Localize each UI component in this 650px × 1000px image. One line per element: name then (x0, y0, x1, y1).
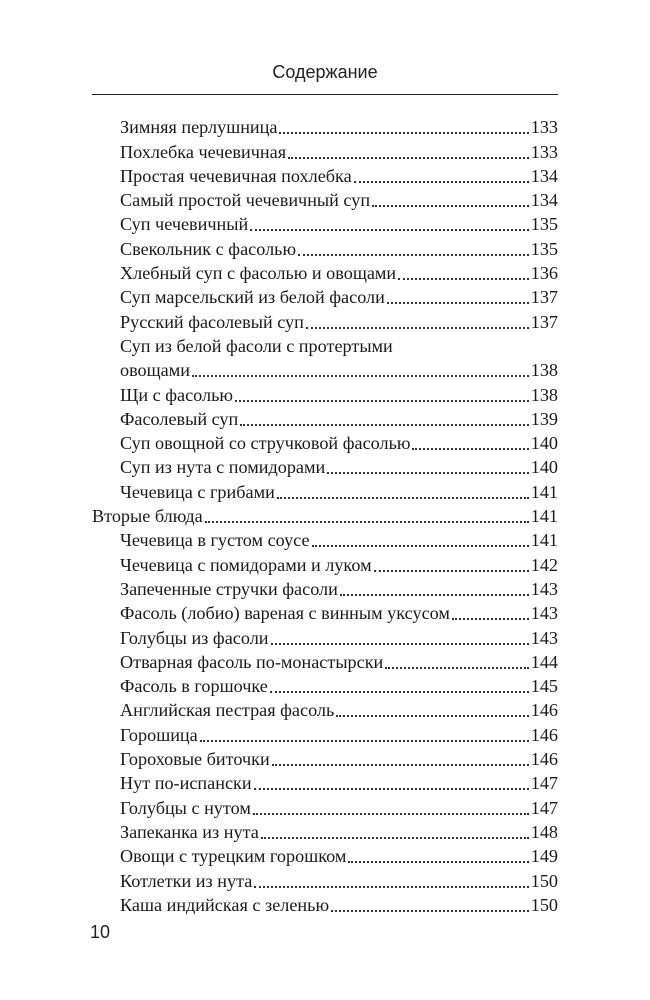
toc-entry-page: 139 (530, 408, 558, 429)
dot-leader (205, 521, 529, 523)
toc-entry[interactable] (92, 795, 558, 819)
dot-leader (372, 205, 529, 207)
toc-entry-title: Щи с фасолью (120, 384, 233, 405)
toc-entry-title: Простая чечевичная похлебка (120, 165, 352, 186)
toc-entry-title: Хлебный суп с фасолью и овощами (120, 263, 397, 284)
dot-leader (277, 497, 529, 499)
toc-entry-page: 138 (530, 384, 558, 405)
toc-entry[interactable] (92, 309, 558, 333)
dot-leader (271, 643, 529, 645)
toc-entry-title: Суп марсельский из белой фасоли (120, 287, 385, 308)
toc-entry-page: 136 (530, 263, 558, 284)
toc-entry-title: Нут по-испански (120, 773, 252, 794)
toc-entry-page: 140 (530, 457, 558, 478)
dot-leader (398, 278, 529, 280)
dot-leader (279, 132, 528, 134)
dot-leader (298, 254, 529, 256)
dot-leader (354, 181, 529, 183)
toc-entry-page: 138 (530, 360, 558, 381)
toc-entry-title: Запеченные стручки фасоли (120, 578, 338, 599)
toc-entry[interactable] (92, 674, 558, 698)
dot-leader (306, 327, 529, 329)
toc-entry-page: 146 (530, 724, 558, 745)
dot-leader (385, 667, 528, 669)
toc-entry-page: 135 (530, 238, 558, 259)
toc-entry-title: Чечевица с помидорами и луком (120, 554, 372, 575)
toc-entry[interactable] (92, 625, 558, 649)
dot-leader (254, 788, 529, 790)
header-rule (92, 94, 558, 95)
toc-entry[interactable] (92, 431, 558, 455)
dot-leader (340, 594, 529, 596)
toc-entry-title: Фасолевый суп (120, 408, 239, 429)
toc-entry-title: Фасоль (лобио) вареная с винным уксусом (120, 603, 450, 624)
toc-entry[interactable] (92, 358, 558, 382)
toc-entry[interactable] (92, 115, 558, 139)
toc-entry[interactable] (92, 747, 558, 771)
toc-entry-title: Голубцы из фасоли (120, 627, 269, 648)
toc-entry-page: 144 (530, 651, 558, 672)
toc-entry[interactable] (92, 650, 558, 674)
toc-entry[interactable] (92, 479, 558, 503)
toc-entry-title: Горошица (120, 724, 198, 745)
toc-entry[interactable] (92, 261, 558, 285)
toc-entry-page: 149 (530, 846, 558, 867)
toc-entry-page: 137 (530, 287, 558, 308)
toc-entry[interactable] (92, 868, 558, 892)
dot-leader (254, 886, 528, 888)
dot-leader (240, 424, 528, 426)
running-header: Содержание (272, 62, 378, 82)
dot-leader (374, 570, 529, 572)
toc-entry-title: Английская пестрая фасоль (120, 700, 335, 721)
toc-entry-page: 140 (530, 433, 558, 454)
dot-leader (412, 448, 528, 450)
dot-leader (270, 691, 529, 693)
toc-entry[interactable] (92, 601, 558, 625)
toc-entry-page: 147 (530, 797, 558, 818)
table-of-contents (92, 115, 558, 917)
dot-leader (452, 618, 529, 620)
dot-leader (312, 545, 529, 547)
toc-entry[interactable] (92, 334, 558, 358)
toc-entry-title: Суп овощной со стручковой фасолью (120, 433, 411, 454)
dot-leader (253, 813, 529, 815)
toc-entry-page: 147 (530, 773, 558, 794)
dot-leader (331, 910, 529, 912)
toc-entry-page: 133 (530, 117, 558, 138)
toc-entry-page: 142 (530, 554, 558, 575)
dot-leader (336, 715, 528, 717)
toc-entry-page: 141 (530, 506, 558, 527)
toc-entry-page: 133 (530, 141, 558, 162)
toc-entry-title: Гороховые биточки (120, 749, 270, 770)
toc-entry[interactable] (92, 407, 558, 431)
toc-entry-page: 137 (530, 311, 558, 332)
toc-entry[interactable] (92, 577, 558, 601)
dot-leader (348, 861, 528, 863)
toc-entry-title: Суп из нута с помидорами (120, 457, 326, 478)
toc-entry[interactable] (92, 820, 558, 844)
toc-entry-page: 148 (530, 821, 558, 842)
dot-leader (200, 740, 529, 742)
toc-section-entry[interactable] (92, 504, 558, 528)
dot-leader (272, 764, 529, 766)
toc-entry-page: 143 (530, 578, 558, 599)
toc-entry-page: 143 (530, 627, 558, 648)
toc-entry-title: Суп из белой фасоли с протертыми (120, 335, 393, 356)
toc-entry[interactable] (92, 382, 558, 406)
toc-entry[interactable] (92, 528, 558, 552)
toc-entry[interactable] (92, 698, 558, 722)
toc-entry-title: Каша индийская с зеленью (120, 894, 330, 915)
toc-entry-title: Зимняя перлушница (120, 117, 278, 138)
page-number: 10 (90, 922, 111, 942)
toc-entry-title: Русский фасолевый суп (120, 311, 304, 332)
toc-entry-title: Самый простой чечевичный суп (120, 190, 371, 211)
toc-entry-title: Вторые блюда (92, 506, 203, 527)
toc-entry[interactable] (92, 893, 558, 917)
toc-entry-page: 146 (530, 700, 558, 721)
toc-entry[interactable] (92, 771, 558, 795)
dot-leader (288, 157, 529, 159)
toc-entry-title: Отварная фасоль по-монастырски (120, 651, 384, 672)
toc-entry-title: Чечевица в густом соусе (120, 530, 310, 551)
toc-entry[interactable] (92, 139, 558, 163)
toc-entry-title: Свекольник с фасолью (120, 238, 297, 259)
toc-entry[interactable] (92, 188, 558, 212)
toc-entry-title: Суп чечевичный (120, 214, 249, 235)
toc-entry[interactable] (92, 722, 558, 746)
toc-entry[interactable] (92, 164, 558, 188)
toc-entry-title: Похлебка чечевичная (120, 141, 287, 162)
toc-entry-title: Котлетки из нута (120, 870, 253, 891)
dot-leader (192, 375, 529, 377)
toc-entry[interactable] (92, 455, 558, 479)
toc-entry-title: овощами (120, 360, 190, 381)
toc-entry[interactable] (92, 236, 558, 260)
toc-entry-page: 135 (530, 214, 558, 235)
toc-entry[interactable] (92, 212, 558, 236)
dot-leader (261, 837, 529, 839)
dot-leader (327, 472, 528, 474)
toc-entry-page: 146 (530, 749, 558, 770)
toc-entry-page: 134 (530, 190, 558, 211)
toc-entry[interactable] (92, 552, 558, 576)
toc-entry[interactable] (92, 285, 558, 309)
toc-entry-page: 150 (530, 870, 558, 891)
toc-entry-page: 145 (530, 676, 558, 697)
toc-entry-page: 141 (530, 530, 558, 551)
dot-leader (387, 302, 529, 304)
toc-entry-page: 143 (530, 603, 558, 624)
toc-entry-page: 150 (530, 894, 558, 915)
toc-entry-title: Голубцы с нутом (120, 797, 251, 818)
dot-leader (235, 400, 529, 402)
toc-entry[interactable] (92, 844, 558, 868)
dot-leader (250, 229, 529, 231)
toc-entry-title: Запеканка из нута (120, 821, 259, 842)
toc-entry-title: Чечевица с грибами (120, 481, 275, 502)
toc-entry-title: Овощи с турецким горошком (120, 846, 347, 867)
toc-entry-title: Фасоль в горшочке (120, 676, 268, 697)
toc-entry-page: 134 (530, 165, 558, 186)
toc-entry-page: 141 (530, 481, 558, 502)
